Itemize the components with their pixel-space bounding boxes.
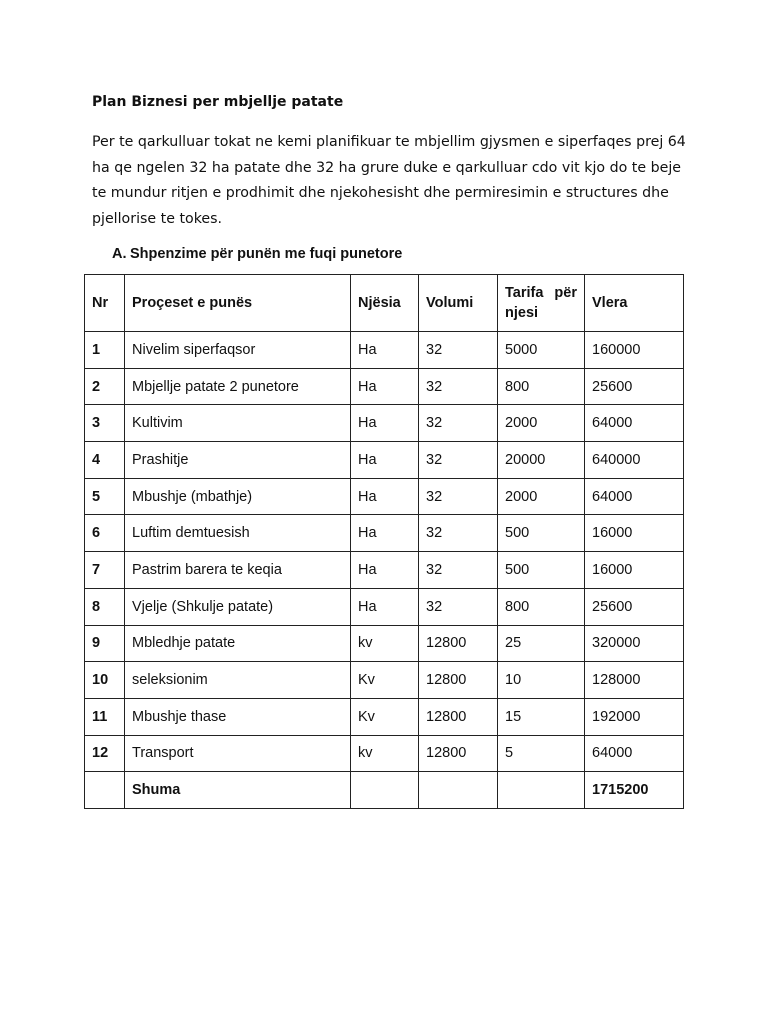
row-value: 64000 <box>585 478 684 515</box>
row-nr: 2 <box>85 368 125 405</box>
row-nr: 8 <box>85 588 125 625</box>
row-volume: 32 <box>419 405 498 442</box>
row-process: Nivelim siperfaqsor <box>125 332 351 369</box>
row-unit: Kv <box>351 662 419 699</box>
row-process: Mbushje thase <box>125 698 351 735</box>
row-nr: 10 <box>85 662 125 699</box>
table-row <box>85 735 684 772</box>
row-rate: 25 <box>498 625 585 662</box>
row-value: 64000 <box>585 735 684 772</box>
row-volume: 32 <box>419 332 498 369</box>
header-rate-word1: Tarifa <box>505 285 544 301</box>
header-value: Vlera <box>585 275 684 332</box>
total-value: 1715200 <box>585 772 684 809</box>
table-row <box>85 442 684 479</box>
row-unit: Ha <box>351 588 419 625</box>
total-row <box>85 772 684 809</box>
row-process: seleksionim <box>125 662 351 699</box>
row-process: Kultivim <box>125 405 351 442</box>
section-title: Shpenzime për punën me fuqi punetore <box>130 246 403 262</box>
row-unit: Ha <box>351 515 419 552</box>
section-heading <box>112 246 402 262</box>
header-unit: Njësia <box>351 275 419 332</box>
row-process: Prashitje <box>125 442 351 479</box>
row-unit: kv <box>351 625 419 662</box>
row-process: Transport <box>125 735 351 772</box>
row-unit: Ha <box>351 552 419 589</box>
row-rate: 5000 <box>498 332 585 369</box>
row-value: 16000 <box>585 515 684 552</box>
row-unit: Ha <box>351 332 419 369</box>
row-nr: 4 <box>85 442 125 479</box>
row-nr: 9 <box>85 625 125 662</box>
table-row <box>85 368 684 405</box>
total-label: Shuma <box>125 772 351 809</box>
row-process: Pastrim barera te keqia <box>125 552 351 589</box>
row-unit: Ha <box>351 442 419 479</box>
row-value: 192000 <box>585 698 684 735</box>
row-rate: 10 <box>498 662 585 699</box>
row-nr: 11 <box>85 698 125 735</box>
header-rate <box>498 275 585 332</box>
row-value: 640000 <box>585 442 684 479</box>
row-unit: Ha <box>351 368 419 405</box>
table-header-row <box>85 275 684 332</box>
row-value: 160000 <box>585 332 684 369</box>
table-row <box>85 588 684 625</box>
row-volume: 12800 <box>419 662 498 699</box>
row-volume: 32 <box>419 552 498 589</box>
total-rate-cell <box>498 772 585 809</box>
row-nr: 12 <box>85 735 125 772</box>
table-row <box>85 332 684 369</box>
row-value: 320000 <box>585 625 684 662</box>
row-rate: 500 <box>498 515 585 552</box>
row-volume: 12800 <box>419 625 498 662</box>
table-row <box>85 515 684 552</box>
row-value: 25600 <box>585 588 684 625</box>
total-unit-cell <box>351 772 419 809</box>
table-row <box>85 478 684 515</box>
table-row <box>85 552 684 589</box>
row-rate: 20000 <box>498 442 585 479</box>
header-nr: Nr <box>85 275 125 332</box>
header-process: Proçeset e punës <box>125 275 351 332</box>
row-nr: 3 <box>85 405 125 442</box>
row-volume: 32 <box>419 478 498 515</box>
total-volume-cell <box>419 772 498 809</box>
row-process: Mbushje (mbathje) <box>125 478 351 515</box>
table-row <box>85 405 684 442</box>
row-rate: 5 <box>498 735 585 772</box>
row-unit: Kv <box>351 698 419 735</box>
row-rate: 800 <box>498 368 585 405</box>
row-nr: 1 <box>85 332 125 369</box>
row-rate: 15 <box>498 698 585 735</box>
row-value: 16000 <box>585 552 684 589</box>
row-volume: 32 <box>419 368 498 405</box>
row-value: 25600 <box>585 368 684 405</box>
header-rate-line2: njesi <box>505 305 539 321</box>
row-rate: 2000 <box>498 405 585 442</box>
row-process: Mbjellje patate 2 punetore <box>125 368 351 405</box>
row-rate: 800 <box>498 588 585 625</box>
row-rate: 2000 <box>498 478 585 515</box>
row-volume: 32 <box>419 442 498 479</box>
document-title: Plan Biznesi per mbjellje patate <box>92 94 344 110</box>
row-unit: Ha <box>351 405 419 442</box>
row-nr: 7 <box>85 552 125 589</box>
table-row <box>85 662 684 699</box>
table-row <box>85 625 684 662</box>
costs-table <box>84 274 684 809</box>
header-rate-word2: për <box>554 285 577 301</box>
intro-paragraph: Per te qarkulluar tokat ne kemi planifikuar te mbjellim gjysmen e siperfaqes prej 64 ha qe ngelen 32 ha patate dhe 32 ha grure duke e qarkulluar cdo vit kjo do te beje te mundur ritjen e prodhimit dhe njekohesisht dhe permiresimin e structures dhe pjellorise te tokes. <box>92 134 686 227</box>
row-volume: 12800 <box>419 698 498 735</box>
table-row <box>85 698 684 735</box>
row-volume: 12800 <box>419 735 498 772</box>
row-process: Mbledhje patate <box>125 625 351 662</box>
row-unit: Ha <box>351 478 419 515</box>
table-body <box>85 332 684 772</box>
row-unit: kv <box>351 735 419 772</box>
total-nr-cell <box>85 772 125 809</box>
row-value: 64000 <box>585 405 684 442</box>
row-volume: 32 <box>419 515 498 552</box>
row-nr: 6 <box>85 515 125 552</box>
row-rate: 500 <box>498 552 585 589</box>
row-volume: 32 <box>419 588 498 625</box>
row-nr: 5 <box>85 478 125 515</box>
header-volume: Volumi <box>419 275 498 332</box>
row-process: Luftim demtuesish <box>125 515 351 552</box>
section-letter: A. <box>112 246 127 262</box>
row-value: 128000 <box>585 662 684 699</box>
row-process: Vjelje (Shkulje patate) <box>125 588 351 625</box>
